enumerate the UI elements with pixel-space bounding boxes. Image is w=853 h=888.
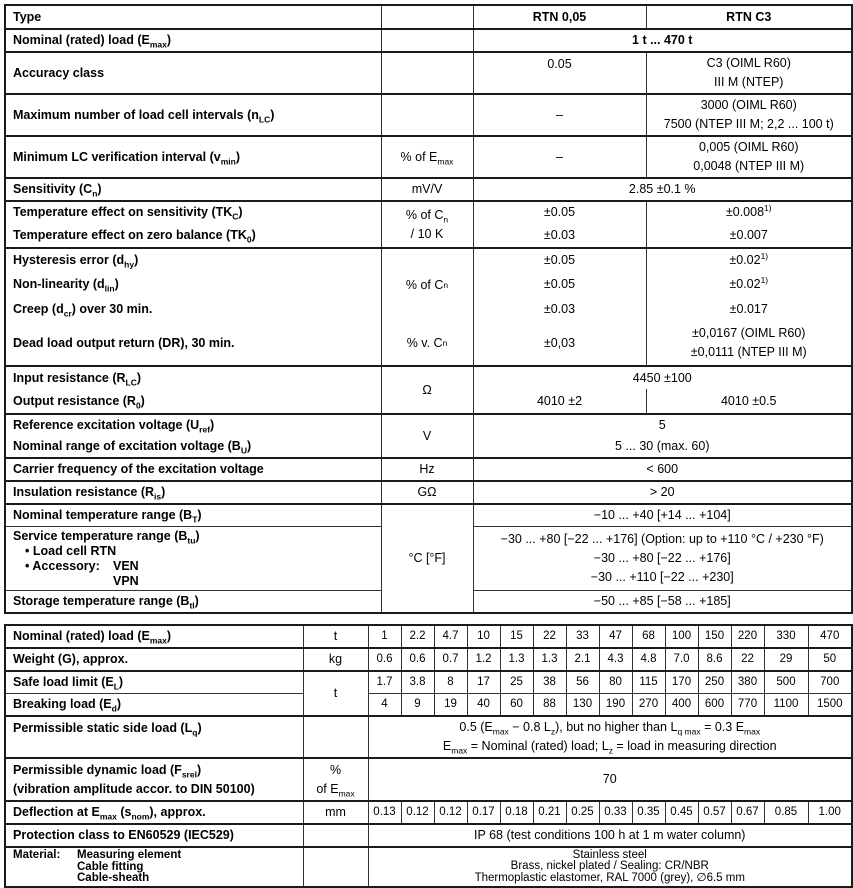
value-cell: 1.3: [533, 648, 566, 671]
row-tk-sensitivity: [5, 201, 852, 223]
row-label: Sensitivity $(C_n)$: [5, 178, 381, 201]
row-label: Nominal (rated) load $(E_{max})$: [5, 29, 381, 52]
value-rtn005: –: [473, 136, 646, 178]
value-cell: 0.85: [764, 801, 808, 824]
value-cell: 190: [599, 694, 632, 717]
value-cell: 0.67: [731, 801, 764, 824]
value-span: 4450 ±100: [473, 366, 852, 389]
value-cell: 0.21: [533, 801, 566, 824]
value-cell: 500: [764, 671, 808, 694]
value-cell: 700: [808, 671, 852, 694]
value-rtnc3: 0,005 (OIML R60) 0,0048 (NTEP III M): [646, 136, 852, 178]
material-line-2: [13, 862, 299, 874]
unit-percent-v-cn: % v. C n: [406, 335, 448, 350]
row-nominal-load-values: [5, 625, 852, 648]
row-label: Input resistance $(R_{LC})$: [13, 370, 142, 387]
value-cell: 220: [731, 625, 764, 648]
unit-cell-empty: [381, 52, 473, 94]
value-cell: 600: [698, 694, 731, 717]
row-input-resistance: [5, 366, 852, 389]
service-temp-item-accessory: [13, 559, 377, 574]
value-rtnc3: $\pm 0.02^{1)}$: [646, 248, 852, 271]
value-rtn005: ±0.03: [473, 297, 646, 321]
value-span: 5 ... 30 (max. 60): [473, 436, 852, 458]
value-cell: 470: [808, 625, 852, 648]
value-span: 1 t ... 470 t: [473, 29, 852, 52]
row-label: Accuracy class: [5, 52, 381, 94]
value-cell: 50: [808, 648, 852, 671]
value-cell: 88: [533, 694, 566, 717]
value-cell: 17: [467, 671, 500, 694]
unit-cell-empty: [381, 5, 473, 29]
value-cell: 15: [500, 625, 533, 648]
value-cell: 380: [731, 671, 764, 694]
value-cell: 29: [764, 648, 808, 671]
value-cell: 9: [401, 694, 434, 717]
value-rtn005: ±0,03: [473, 321, 646, 366]
value-cell: 4.3: [599, 648, 632, 671]
accessory-ven: VEN: [113, 559, 139, 573]
load-values-table: [4, 624, 853, 888]
row-protection-class: [5, 824, 852, 847]
row-label: Nominal (rated) load $(E_{max})$: [5, 625, 303, 648]
value-cell: 1100: [764, 694, 808, 717]
row-label: Storage temperature range $(B_{tl})$: [13, 594, 199, 611]
value-cell: 330: [764, 625, 808, 648]
value-cell: 68: [632, 625, 665, 648]
value-cell: 8.6: [698, 648, 731, 671]
value-rtnc3: ±0.007: [646, 223, 852, 248]
value-rtn005: ±0.03: [473, 223, 646, 248]
material-title: Material:: [13, 849, 61, 861]
value-span: 2.85 ±0.1 %: [473, 178, 852, 201]
value-cell: 0.6: [401, 648, 434, 671]
value-span: 70: [368, 758, 852, 801]
value-rtnc3: $\pm 0.02^{1)}$: [646, 271, 852, 296]
value-cell: 2.1: [566, 648, 599, 671]
row-dynamic-load: [5, 758, 852, 801]
row-label: Carrier frequency of the excitation voltage: [5, 458, 381, 481]
row-label: Safe load limit $(E_L)$: [5, 671, 303, 694]
value-cell: 80: [599, 671, 632, 694]
row-label: Temperature effect on sensitivity $(TK_C)$: [13, 205, 243, 222]
value-cell: 0.7: [434, 648, 467, 671]
value-cell: 10: [467, 625, 500, 648]
row-deflection: [5, 801, 852, 824]
material-line-1: [13, 850, 299, 862]
value-cell: 4: [368, 694, 401, 717]
row-label: Output resistance $(R_0)$: [5, 389, 381, 414]
value-cell: 7.0: [665, 648, 698, 671]
value-cell: 0.57: [698, 801, 731, 824]
row-label: Minimum LC verification interval $(v_{min})$: [5, 136, 381, 178]
row-label: Reference excitation voltage $(U_{ref})$: [13, 418, 215, 435]
type-header-label: Type: [5, 5, 381, 29]
general-spec-table: [4, 4, 853, 614]
row-label: Permissible dynamic load $(F_{srel})$ (vibration amplitude accor. to DIN 50100): [5, 758, 303, 801]
value-cell: 770: [731, 694, 764, 717]
value-cell: 0.18: [500, 801, 533, 824]
value-cell: 270: [632, 694, 665, 717]
row-min-verification-interval: [5, 136, 852, 178]
value-cell: 1.00: [808, 801, 852, 824]
value-span: −50 ... +85 [−58 ... +185]: [473, 591, 852, 614]
column-header-rtnc3: RTN C3: [646, 5, 852, 29]
value-rtn005: ±0.05: [473, 271, 646, 296]
row-label: Temperature effect on zero balance $(TK_0)$: [5, 223, 381, 248]
row-label: Deflection at $E_{max}$ $(s_{nom})$, approx.: [5, 801, 303, 824]
unit-cell-t: t: [303, 625, 368, 648]
row-label: Nominal temperature range $(B_T)$: [5, 504, 381, 527]
value-rtn005: 0.05: [473, 52, 646, 94]
value-rtn005: –: [473, 94, 646, 136]
value-cell: 0.6: [368, 648, 401, 671]
value-cell: 22: [731, 648, 764, 671]
value-cell: 0.25: [566, 801, 599, 824]
material-item-measuring-element: Measuring element: [77, 849, 182, 861]
value-cell: 47: [599, 625, 632, 648]
value-span: > 20: [473, 481, 852, 504]
value-cell: 60: [500, 694, 533, 717]
value-cell: 0.12: [434, 801, 467, 824]
value-span: 5: [473, 414, 852, 436]
value-cell: 1.3: [500, 648, 533, 671]
unit-cell-t: t: [303, 671, 368, 716]
row-type-header: [5, 5, 852, 29]
row-material: [5, 847, 852, 887]
accessory-vpn: VPN: [113, 574, 139, 588]
unit-cell: % of $C_n$ / 10 K: [381, 201, 473, 248]
service-temp-title: Service temperature range $(B_{tu})$: [13, 529, 200, 546]
unit-cell-empty: [303, 847, 368, 887]
value-cell: 0.33: [599, 801, 632, 824]
value-cell: 115: [632, 671, 665, 694]
table-gap: [4, 614, 850, 624]
accessory-label: • Accessory:: [25, 559, 100, 573]
row-label: [5, 527, 381, 591]
value-rtnc3: ±0.017: [646, 297, 852, 321]
value-cell: 56: [566, 671, 599, 694]
row-safe-load-limit: [5, 671, 852, 694]
row-carrier-frequency: [5, 458, 852, 481]
unit-cell: [381, 248, 473, 366]
row-label: Dead load output return (DR), 30 min.: [5, 321, 381, 366]
unit-cell-hz: Hz: [381, 458, 473, 481]
value-cell: 0.13: [368, 801, 401, 824]
row-max-intervals: [5, 94, 852, 136]
unit-cell-gohm: GΩ: [381, 481, 473, 504]
unit-cell: mV/V: [381, 178, 473, 201]
row-nominal-temperature-range: [5, 504, 852, 527]
material-item-cable-sheath: Cable-sheath: [77, 872, 150, 884]
value-cell: 1.7: [368, 671, 401, 694]
value-cell: 40: [467, 694, 500, 717]
value-cell: 0.17: [467, 801, 500, 824]
row-label: Permissible static side load $(L_q)$: [5, 716, 303, 758]
value-cell: 4.8: [632, 648, 665, 671]
value-cell: 400: [665, 694, 698, 717]
value-cell: 170: [665, 671, 698, 694]
value-cell: 1.2: [467, 648, 500, 671]
value-rtnc3: 4010 ±0.5: [646, 389, 852, 414]
row-label: Creep $(d_{cr})$ over 30 min.: [13, 301, 153, 319]
row-sensitivity: [5, 178, 852, 201]
value-cell: 8: [434, 671, 467, 694]
value-cell: 1500: [808, 694, 852, 717]
unit-cell-empty: [381, 29, 473, 52]
unit-cell-empty: [303, 824, 368, 847]
value-cell: 130: [566, 694, 599, 717]
value-cell: 2.2: [401, 625, 434, 648]
unit-cell-empty: [303, 716, 368, 758]
value-rtnc3: $\pm 0.008^{1)}$: [646, 201, 852, 223]
row-label: [5, 847, 303, 887]
row-insulation-resistance: [5, 481, 852, 504]
unit-cell-mm: mm: [303, 801, 368, 824]
value-span: IP 68 (test conditions 100 h at 1 m water column): [368, 824, 852, 847]
value-cell: 22: [533, 625, 566, 648]
row-label: Hysteresis error $(d_{hy})$: [13, 252, 139, 270]
service-temp-item-vpn: [13, 574, 377, 589]
unit-cell-percent-emax: % of $E_{max}$: [303, 758, 368, 801]
value-cell: 250: [698, 671, 731, 694]
service-temp-item-load-cell: • Load cell RTN: [25, 544, 117, 558]
value-cell: 19: [434, 694, 467, 717]
value-cell: 0.12: [401, 801, 434, 824]
value-cell: 0.45: [665, 801, 698, 824]
row-label: Breaking load $(E_d)$: [5, 694, 303, 717]
value-span: −30 ... +80 [−22 ... +176] (Option: up to +110 °C / +230 °F) −30 ... +80 [−22 ... +176] −30 ... +110 [−22 ... +230]: [473, 527, 852, 591]
row-label: Protection class to EN60529 (IEC529): [5, 824, 303, 847]
row-label: Maximum number of load cell intervals $(n_{LC})$: [5, 94, 381, 136]
unit-cell-ohm: Ω: [381, 366, 473, 414]
value-rtnc3: C3 (OIML R60) III M (NTEP): [646, 52, 852, 94]
value-cell: 0.35: [632, 801, 665, 824]
material-item-cable-fitting: Cable fitting: [77, 860, 144, 873]
row-static-side-load: [5, 716, 852, 758]
value-cell: 25: [500, 671, 533, 694]
material-line-3: [13, 873, 299, 885]
value-rtnc3: ±0,0167 (OIML R60) ±0,0111 (NTEP III M): [646, 321, 852, 366]
unit-cell-empty: [381, 94, 473, 136]
unit-cell-celsius: °C [°F]: [381, 504, 473, 613]
row-label: Weight (G), approx.: [5, 648, 303, 671]
value-cell: 3.8: [401, 671, 434, 694]
value-cell: 150: [698, 625, 731, 648]
value-rtn005: ±0.05: [473, 201, 646, 223]
value-cell: 38: [533, 671, 566, 694]
value-span: 0.5 ($E_{max} - 0.8$ $L_z$), but no higher than $L_{q max} = 0.3$ $E_{max}$ $E_{max}$ = Nominal (rated) load; $L_z$ = load in measuring direction: [368, 716, 852, 758]
value-cell: 100: [665, 625, 698, 648]
unit-cell-kg: kg: [303, 648, 368, 671]
row-label: Nominal range of excitation voltage $(B_U)$: [5, 436, 381, 458]
row-weight: [5, 648, 852, 671]
row-nominal-load: [5, 29, 852, 52]
value-span: < 600: [473, 458, 852, 481]
unit-cell-volt: V: [381, 414, 473, 458]
unit-percent-cn: % of C n: [405, 277, 449, 292]
value-cell: 1: [368, 625, 401, 648]
value-span: Stainless steel Brass, nickel plated / Sealing: CR/NBR Thermoplastic elastomer, RAL 7000 (grey), ∅6.5 mm: [368, 847, 852, 887]
row-reference-excitation-voltage: [5, 414, 852, 436]
value-cell: 4.7: [434, 625, 467, 648]
row-label: Insulation resistance $(R_{is})$: [5, 481, 381, 504]
row-accuracy-class: [5, 52, 852, 94]
unit-cell: % of $E_{max}$: [381, 136, 473, 178]
column-header-rtn005: RTN 0,05: [473, 5, 646, 29]
row-breaking-load: [5, 694, 852, 717]
value-span: −10 ... +40 [+14 ... +104]: [473, 504, 852, 527]
row-label: Non-linearity $(d_{lin})$: [13, 276, 119, 294]
row-hysteresis: [5, 248, 852, 271]
value-rtnc3: 3000 (OIML R60) 7500 (NTEP III M; 2,2 ... 100 t): [646, 94, 852, 136]
value-rtn005: 4010 ±2: [473, 389, 646, 414]
value-rtn005: ±0.05: [473, 248, 646, 271]
value-cell: 33: [566, 625, 599, 648]
